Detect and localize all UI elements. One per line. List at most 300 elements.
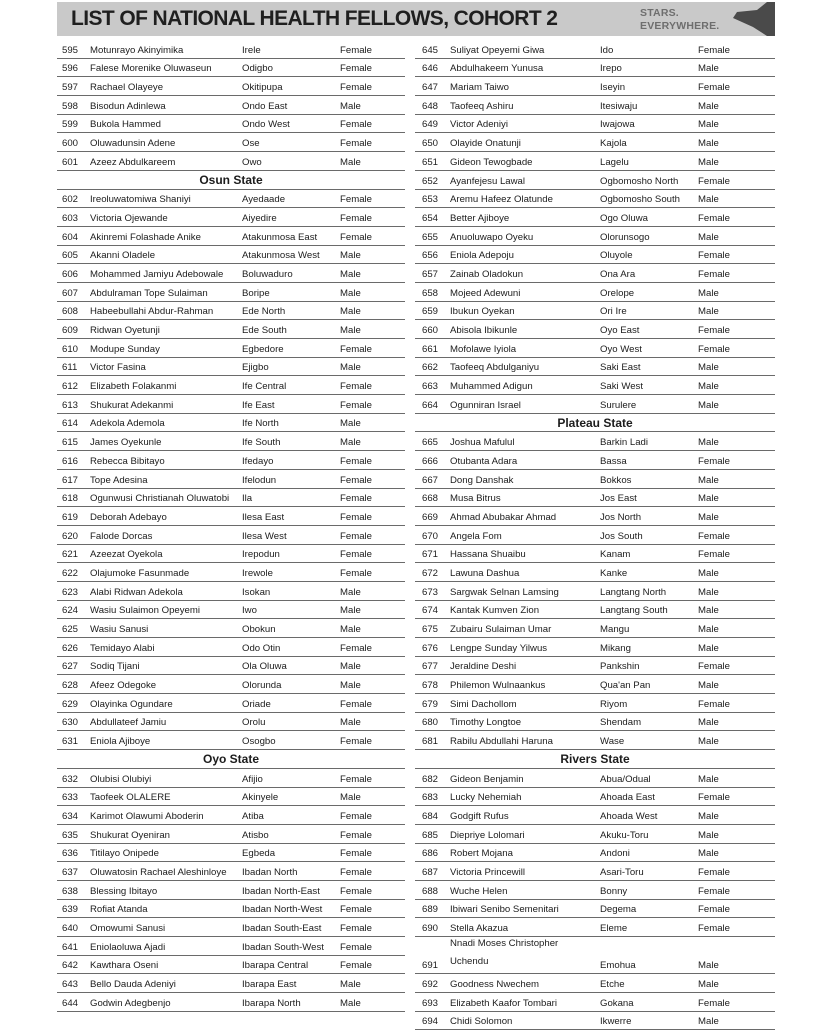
fellow-lga: Irepo	[600, 63, 622, 75]
fellow-gender: Male	[698, 717, 719, 729]
nigeria-map-icon	[727, 2, 775, 36]
fellow-num: 599	[62, 119, 79, 131]
fellow-row	[415, 1012, 775, 1030]
fellow-row	[415, 96, 775, 115]
fellow-name: Diepriye Lolomari	[450, 829, 525, 841]
fellow-lga: Mangu	[600, 624, 630, 635]
fellow-lga: Irepodun	[242, 549, 280, 561]
fellow-num: 598	[62, 100, 79, 112]
fellow-gender: Female	[698, 343, 730, 355]
fellow-lga: Kanke	[600, 567, 628, 579]
fellow-name: Lengpe Sunday Yilwus	[450, 642, 548, 654]
fellow-num: 686	[422, 848, 439, 860]
fellow-row	[57, 414, 405, 433]
fellow-name: Ahmad Abubakar Ahmad	[450, 511, 557, 523]
fellow-lga: Ife Central	[242, 381, 287, 393]
fellow-name: Rachael Olayeye	[90, 82, 164, 94]
fellow-gender: Female	[698, 530, 730, 542]
fellow-num: 646	[422, 63, 439, 75]
fellow-num: 597	[62, 82, 79, 94]
fellow-name: Ibiwari Senibo Semenitari	[450, 904, 559, 916]
fellow-name: Abisola Ibikunle	[450, 325, 518, 336]
fellow-num: 667	[422, 474, 439, 486]
fellow-lga: Langtang North	[600, 586, 667, 598]
fellow-name: Godwin Adegbenjo	[90, 997, 171, 1009]
fellow-gender: Male	[698, 642, 719, 654]
fellow-lga: Ayedaade	[242, 194, 286, 206]
fellow-name: Gideon Tewogbade	[450, 156, 533, 168]
fellow-name: Jeraldine Deshi	[450, 661, 517, 673]
fellow-num: 677	[422, 661, 439, 673]
fellow-row	[57, 844, 405, 863]
fellow-lga: Ogbomosho South	[600, 194, 681, 206]
fellow-lga: Ori Ire	[600, 306, 627, 318]
fellow-num: 685	[422, 829, 439, 841]
fellow-num: 644	[62, 997, 79, 1009]
fellow-lga: Kajola	[600, 138, 627, 150]
fellow-lga: Osogbo	[242, 736, 276, 748]
fellow-lga: Iwo	[242, 605, 257, 617]
fellow-num: 669	[422, 511, 439, 523]
fellow-gender: Female	[698, 250, 730, 262]
fellow-row	[415, 264, 775, 283]
fellow-row	[57, 302, 405, 321]
fellow-gender: Female	[698, 549, 730, 561]
fellow-gender: Male	[698, 63, 719, 75]
fellow-row	[415, 339, 775, 358]
fellow-name: Ogunniran Israel	[450, 399, 521, 411]
fellow-gender: Male	[698, 736, 719, 748]
fellow-lga: Ondo East	[242, 100, 288, 112]
fellow-name: Anuoluwapo Oyeku	[450, 231, 534, 243]
fellow-num: 681	[422, 736, 439, 748]
fellow-gender: Male	[340, 287, 361, 299]
fellow-name: Kawthara Oseni	[90, 960, 159, 972]
fellow-lga: Ibadan North-East	[242, 885, 320, 897]
fellow-num: 600	[62, 138, 79, 150]
tagline	[640, 7, 719, 33]
fellow-lga: Atakunmosa East	[242, 231, 318, 243]
fellow-lga: Ibadan South-West	[242, 941, 324, 953]
fellow-gender: Female	[340, 474, 372, 486]
fellow-row	[415, 133, 775, 152]
fellow-lga: Olorunsogo	[600, 231, 650, 243]
fellow-lga: Egbeda	[242, 848, 276, 860]
fellow-lga: Ibadan South-East	[242, 923, 322, 934]
fellow-name: Goodness Nwechem	[450, 978, 540, 990]
fellow-row	[415, 171, 775, 190]
fellow-lga: Surulere	[600, 399, 637, 411]
fellow-lga: Oyo East	[600, 325, 640, 336]
fellow-row	[415, 862, 775, 881]
header-band	[57, 2, 775, 36]
fellow-num: 643	[62, 979, 79, 991]
fellow-gender: Female	[340, 63, 372, 75]
fellow-name: Falode Dorcas	[90, 530, 153, 542]
fellow-num: 606	[62, 268, 79, 280]
fellow-num: 609	[62, 325, 79, 336]
fellow-gender: Male	[698, 493, 719, 505]
fellow-gender: Female	[340, 399, 372, 411]
fellow-gender: Male	[340, 661, 361, 673]
fellow-row	[57, 115, 405, 134]
fellow-num: 622	[62, 567, 79, 579]
fellow-num: 654	[422, 212, 439, 224]
fellow-num: 613	[62, 399, 79, 411]
fellow-lga: Atakunmosa West	[242, 250, 320, 262]
fellow-lga: Okitipupa	[242, 82, 283, 94]
fellow-gender: Female	[698, 44, 730, 56]
fellow-name: Bisodun Adinlewa	[90, 100, 166, 112]
fellow-name: Shukurat Oyeniran	[90, 829, 170, 841]
fellow-num: 689	[422, 904, 439, 916]
fellow-gender: Female	[340, 212, 372, 224]
fellow-num: 595	[62, 44, 79, 56]
fellow-gender: Female	[698, 661, 730, 673]
fellow-row	[415, 844, 775, 863]
fellow-row	[57, 731, 405, 750]
fellow-num: 647	[422, 82, 439, 94]
fellow-name: Gideon Benjamin	[450, 773, 524, 785]
fellow-row	[57, 657, 405, 676]
fellow-row	[415, 937, 775, 974]
fellow-row	[57, 320, 405, 339]
fellow-gender: Male	[340, 306, 361, 318]
fellow-row	[57, 675, 405, 694]
fellow-row	[57, 638, 405, 657]
fellow-row	[57, 582, 405, 601]
fellow-row	[57, 788, 405, 807]
fellow-name: Chidi Solomon	[450, 1016, 513, 1028]
fellow-lga: Olorunda	[242, 680, 282, 692]
fellow-num: 615	[62, 437, 79, 449]
fellow-row	[415, 152, 775, 171]
fellow-name: Azeezat Oyekola	[90, 549, 163, 561]
fellow-row	[415, 302, 775, 321]
fellow-gender: Female	[340, 194, 372, 206]
fellow-num: 665	[422, 437, 439, 449]
fellow-lga: Ido	[600, 44, 614, 56]
fellow-gender: Male	[340, 156, 361, 168]
fellow-row	[57, 264, 405, 283]
fellow-gender: Male	[698, 773, 719, 785]
fellow-num: 605	[62, 250, 79, 262]
fellow-row	[415, 657, 775, 676]
fellow-row	[57, 900, 405, 919]
fellow-num: 623	[62, 586, 79, 598]
fellow-gender: Male	[340, 624, 361, 635]
fellow-num: 607	[62, 287, 79, 299]
fellow-num: 655	[422, 231, 439, 243]
fellow-row	[415, 769, 775, 788]
fellow-row	[415, 320, 775, 339]
fellow-lga: Ibarapa East	[242, 979, 297, 991]
fellow-lga: Bonny	[600, 885, 628, 897]
fellow-name: Mofolawe Iyiola	[450, 343, 517, 355]
fellow-lga: Irewole	[242, 567, 273, 579]
fellow-name: Rofiat Atanda	[90, 904, 148, 916]
fellow-name: Falese Morenike Oluwaseun	[90, 63, 212, 75]
fellow-name: Lawuna Dashua	[450, 567, 520, 579]
fellow-gender: Female	[340, 455, 372, 467]
fellow-gender: Male	[340, 979, 361, 991]
fellow-row	[415, 601, 775, 620]
fellow-name: Bello Dauda Adeniyi	[90, 979, 176, 991]
fellow-lga: Ola Oluwa	[242, 661, 287, 673]
fellow-lga: Andoni	[600, 848, 630, 860]
fellow-gender: Female	[340, 642, 372, 654]
fellow-num: 631	[62, 736, 79, 748]
state-heading: Rivers State	[415, 750, 775, 769]
fellow-row	[415, 246, 775, 265]
fellow-num: 628	[62, 680, 79, 692]
fellow-name: Karimot Olawumi Aboderin	[90, 810, 204, 822]
fellow-lga: Odo Otin	[242, 642, 281, 654]
fellow-num: 664	[422, 399, 439, 411]
fellow-name: Victor Adeniyi	[450, 119, 508, 131]
fellow-num: 649	[422, 119, 439, 131]
fellow-row	[57, 825, 405, 844]
fellow-lga: Lagelu	[600, 156, 629, 168]
fellow-gender: Female	[340, 231, 372, 243]
fellow-row	[415, 582, 775, 601]
fellow-name: Olayide Onatunji	[450, 138, 521, 150]
fellow-num: 603	[62, 212, 79, 224]
fellow-num: 604	[62, 231, 79, 243]
fellow-row	[415, 376, 775, 395]
fellow-lga: Iseyin	[600, 82, 626, 94]
fellow-lga: Saki West	[600, 381, 644, 393]
fellow-row	[57, 881, 405, 900]
fellow-num: 596	[62, 63, 79, 75]
fellow-gender: Male	[698, 381, 719, 393]
fellow-gender: Female	[340, 736, 372, 748]
fellow-row	[415, 208, 775, 227]
fellow-lga: Ife North	[242, 418, 279, 430]
fellow-name: Dong Danshak	[450, 474, 514, 486]
fellow-lga: Oluyole	[600, 250, 633, 262]
fellow-num: 610	[62, 343, 79, 355]
fellow-num: 616	[62, 455, 79, 467]
fellow-name: Philemon Wulnaankus	[450, 680, 546, 692]
fellow-lga: Atiba	[242, 810, 264, 822]
fellow-row	[415, 918, 775, 937]
fellow-gender: Female	[340, 773, 372, 785]
fellow-gender: Female	[340, 848, 372, 860]
fellow-gender: Male	[340, 586, 361, 598]
fellow-num: 651	[422, 156, 439, 168]
fellow-gender: Male	[698, 567, 719, 579]
fellow-row	[415, 694, 775, 713]
fellow-gender: Male	[698, 194, 719, 206]
fellow-name: Deborah Adebayo	[90, 511, 167, 523]
fellow-row	[415, 638, 775, 657]
fellow-name: Abdullateef Jamiu	[90, 717, 167, 729]
fellow-gender: Female	[698, 997, 730, 1009]
fellow-name: Wasiu Sulaimon Opeyemi	[90, 605, 201, 617]
fellow-num: 662	[422, 362, 439, 374]
fellow-num: 694	[422, 1016, 439, 1028]
fellow-num: 671	[422, 549, 439, 561]
fellow-row	[57, 956, 405, 975]
fellow-name: Wasiu Sanusi	[90, 624, 149, 635]
fellow-gender: Male	[340, 792, 361, 804]
fellow-row	[415, 825, 775, 844]
fellow-gender: Male	[340, 437, 361, 449]
fellow-row	[415, 993, 775, 1012]
fellow-row	[57, 974, 405, 993]
fellow-row	[57, 96, 405, 115]
fellow-name: Simi Dachollom	[450, 698, 517, 710]
fellow-row	[57, 283, 405, 302]
fellow-row	[57, 862, 405, 881]
fellow-row	[415, 545, 775, 564]
fellow-lga: Jos East	[600, 493, 637, 505]
fellow-lga: Asari-Toru	[600, 866, 644, 878]
fellow-lga: Akinyele	[242, 792, 279, 804]
fellow-lga: Orelope	[600, 287, 635, 299]
fellow-gender: Female	[340, 885, 372, 897]
fellow-num: 679	[422, 698, 439, 710]
fellow-num: 639	[62, 904, 79, 916]
fellow-num: 627	[62, 661, 79, 673]
fellow-gender: Female	[340, 530, 372, 542]
fellow-name: Modupe Sunday	[90, 343, 160, 355]
fellow-gender: Male	[340, 418, 361, 430]
fellow-gender: Female	[340, 923, 372, 934]
fellow-num: 633	[62, 792, 79, 804]
fellow-gender: Female	[698, 866, 730, 878]
fellow-name: Azeez Abdulkareem	[90, 156, 176, 168]
fellow-name: Wuche Helen	[450, 885, 508, 897]
fellow-lga: Ilesa East	[242, 511, 285, 523]
fellow-lga: Akuku-Toru	[600, 829, 649, 841]
fellow-num: 612	[62, 381, 79, 393]
fellow-gender: Female	[698, 792, 730, 804]
fellow-gender: Female	[340, 549, 372, 561]
fellow-row	[57, 993, 405, 1012]
fellow-gender: Male	[698, 138, 719, 150]
fellow-num: 621	[62, 549, 79, 561]
fellow-name: Otubanta Adara	[450, 455, 518, 467]
fellow-lga: Bassa	[600, 455, 627, 467]
fellow-lga: Ede North	[242, 306, 286, 318]
fellow-gender: Female	[340, 866, 372, 878]
fellow-num: 675	[422, 624, 439, 635]
fellow-gender: Female	[340, 138, 372, 150]
fellow-name: Kantak Kumven Zion	[450, 605, 540, 617]
fellow-lga: Ifedayo	[242, 455, 274, 467]
fellow-lga: Gokana	[600, 997, 634, 1009]
fellow-gender: Male	[698, 624, 719, 635]
fellow-gender: Male	[340, 997, 361, 1009]
fellow-name: Zubairu Sulaiman Umar	[450, 624, 552, 635]
fellow-row	[415, 358, 775, 377]
fellow-gender: Female	[698, 885, 730, 897]
fellow-name: Musa Bitrus	[450, 493, 501, 505]
fellow-row	[57, 918, 405, 937]
fellow-row	[57, 59, 405, 78]
fellow-num: 693	[422, 997, 439, 1009]
fellow-lga: Emohua	[600, 960, 636, 972]
fellow-row	[57, 190, 405, 209]
fellow-num: 688	[422, 885, 439, 897]
fellow-name: Angela Fom	[450, 530, 502, 542]
fellow-name: Abdulhakeem Yunusa	[450, 63, 544, 75]
fellow-row	[57, 376, 405, 395]
fellow-gender: Female	[340, 960, 372, 972]
fellow-lga: Ose	[242, 138, 260, 150]
fellow-num: 692	[422, 978, 439, 990]
fellow-name: Titilayo Onipede	[90, 848, 159, 860]
fellow-gender: Male	[698, 1016, 719, 1028]
fellow-name: Motunrayo Akinyimika	[90, 44, 184, 56]
fellow-name: Mohammed Jamiyu Adebowale	[90, 268, 224, 280]
fellow-num: 683	[422, 792, 439, 804]
fellow-row	[415, 59, 775, 78]
fellow-name: Temidayo Alabi	[90, 642, 155, 654]
fellow-name: Godgift Rufus	[450, 810, 509, 822]
fellow-row	[57, 545, 405, 564]
fellow-lga: Iwajowa	[600, 119, 635, 131]
fellow-row	[57, 77, 405, 96]
fellow-lga: Ifelodun	[242, 474, 277, 486]
fellow-row	[57, 507, 405, 526]
fellow-gender: Male	[340, 250, 361, 262]
fellow-name: Robert Mojana	[450, 848, 513, 860]
fellow-gender: Female	[698, 455, 730, 467]
tagline-line-1: STARS.	[640, 7, 679, 19]
fellow-num: 629	[62, 698, 79, 710]
fellow-num: 601	[62, 156, 79, 168]
fellow-name: Timothy Longtoe	[450, 717, 522, 729]
fellow-lga: Riyom	[600, 698, 628, 710]
fellow-lga: Ibarapa North	[242, 997, 301, 1009]
fellow-gender: Female	[340, 44, 372, 56]
fellow-row	[57, 694, 405, 713]
fellow-row	[57, 358, 405, 377]
fellow-gender: Male	[698, 306, 719, 318]
fellow-name: Abdulraman Tope Sulaiman	[90, 287, 208, 299]
fellow-num: 618	[62, 493, 79, 505]
fellow-name: Zainab Oladokun	[450, 268, 524, 280]
state-heading: Plateau State	[415, 414, 775, 433]
fellow-row	[415, 806, 775, 825]
fellow-gender: Male	[698, 231, 719, 243]
fellow-name: Elizabeth Folakanmi	[90, 381, 177, 393]
fellow-row	[415, 432, 775, 451]
fellow-row	[57, 451, 405, 470]
fellow-row	[415, 526, 775, 545]
fellow-num: 642	[62, 960, 79, 972]
fellow-lga: Ondo West	[242, 119, 290, 131]
fellow-name: Sargwak Selnan Lamsing	[450, 586, 559, 598]
fellow-lga: Mikang	[600, 642, 631, 654]
fellow-name: Victor Fasina	[90, 362, 146, 374]
fellow-gender: Male	[698, 287, 719, 299]
fellow-name: Oluwatosin Rachael Aleshinloye	[90, 866, 227, 878]
fellow-name: Olajumoke Fasunmade	[90, 567, 190, 579]
fellow-gender: Male	[340, 605, 361, 617]
fellow-row	[57, 601, 405, 620]
fellow-num: 611	[62, 362, 78, 374]
fellow-name: Rebecca Bibitayo	[90, 455, 165, 467]
fellow-num: 636	[62, 848, 79, 860]
fellow-gender: Male	[698, 978, 719, 990]
fellow-gender: Female	[340, 810, 372, 822]
fellow-name: Lucky Nehemiah	[450, 792, 522, 804]
fellow-lga: Etche	[600, 978, 625, 990]
